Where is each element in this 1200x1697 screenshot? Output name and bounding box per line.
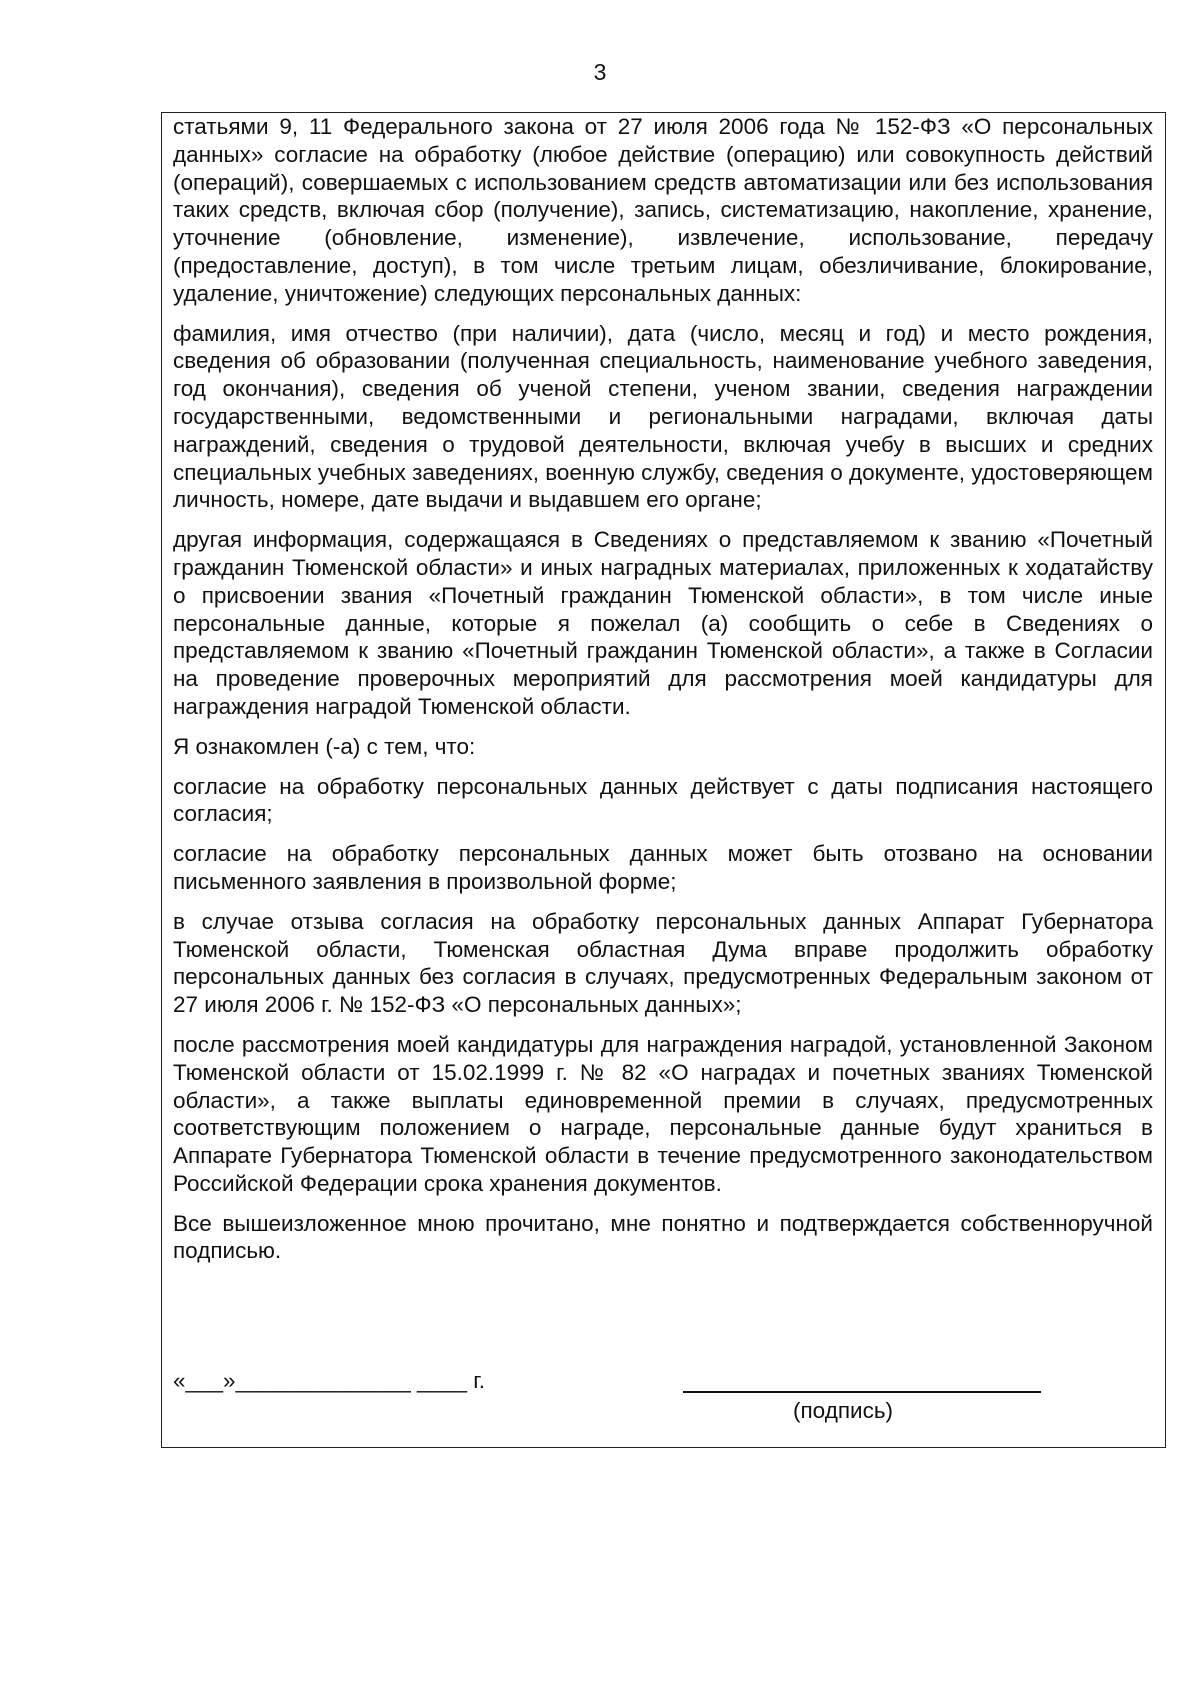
paragraph-revocation-consequences: в случае отзыва согласия на обработку персональных данных Аппарат Губернатора Тюменской области, Тюменская областная Дума вправе продолжить обработку персональных данных без согласия в случаях, предусмотренных Федеральным законом от 27 июля 2006 г. № 152-ФЗ «О персональных данных»; bbox=[173, 908, 1153, 1018]
page-number: 3 bbox=[593, 59, 607, 85]
signature-line bbox=[683, 1391, 1041, 1393]
document-frame bbox=[161, 112, 1166, 1448]
document-body bbox=[173, 113, 1153, 1277]
paragraph-personal-data-list: фамилия, имя отчество (при наличии), дата (число, месяц и год) и место рождения, сведения об образовании (полученная специальность, наименование учебного заведения, год окончания), сведения об ученой степени, ученом звании, сведения награждении государственными, ведомственными и региональными наградами, включая даты награждений, сведения о трудовой деятельности, включая учебу в высших и средних специальных учебных заведениях, военную службу, сведения о документе, удостоверяющем личность, номере, дате выдачи и выдавшем его органе; bbox=[173, 320, 1153, 513]
signature-caption: (подпись) bbox=[793, 1398, 894, 1423]
paragraph-acknowledgement-intro: Я ознакомлен (-а) с тем, что: bbox=[173, 733, 476, 759]
date-field: «___»______________ ____ г. bbox=[173, 1368, 486, 1393]
paragraph-consent-validity: согласие на обработку персональных данных действует с даты подписания настоящего согласия; bbox=[173, 773, 1153, 827]
paragraph-confirmation: Все вышеизложенное мною прочитано, мне понятно и подтверждается собственноручной подписью. bbox=[173, 1210, 1153, 1264]
signature-block bbox=[173, 1367, 1153, 1427]
paragraph-data-retention: после рассмотрения моей кандидатуры для награждения наградой, установленной Законом Тюменской области от 15.02.1999 г. № 82 «О наградах и почетных званиях Тюменской области», а также выплаты единовременной премии в случаях, предусмотренных соответствующим положением о награде, персональные данные будут храниться в Аппарате Губернатора Тюменской области в течение предусмотренного законодательством Российской Федерации срока хранения документов. bbox=[173, 1031, 1153, 1196]
paragraph-consent-revocation: согласие на обработку персональных данных может быть отозвано на основании письменного заявления в произвольной форме; bbox=[173, 841, 1153, 894]
paragraph-consent-scope: статьями 9, 11 Федерального закона от 27 июля 2006 года № 152-ФЗ «О персональных данных» согласие на обработку (любое действие (операцию) или совокупность действий (операций), совершаемых с использованием средств автоматизации или без использования таких средств, включая сбор (получение), запись, систематизацию, накопление, хранение, уточнение (обновление, изменение), извлечение, использование, передачу (предоставление, доступ), в том числе третьим лицам, обезличивание, блокирование, удаление, уничтожение) следующих персональных данных: bbox=[173, 114, 1153, 306]
paragraph-other-information: другая информация, содержащаяся в Сведениях о представляемом к званию «Почетный гражданин Тюменской области» и иных наградных материалах, приложенных к ходатайству о присвоении звания «Почетный гражданин Тюменской области», в том числе иные персональные данные, которые я пожелал (а) сообщить о себе в Сведениях о представляемом к званию «Почетный гражданин Тюменской области», а также в Согласии на проведение проверочных мероприятий для рассмотрения моей кандидатуры для награждения наградой Тюменской области. bbox=[173, 527, 1153, 719]
